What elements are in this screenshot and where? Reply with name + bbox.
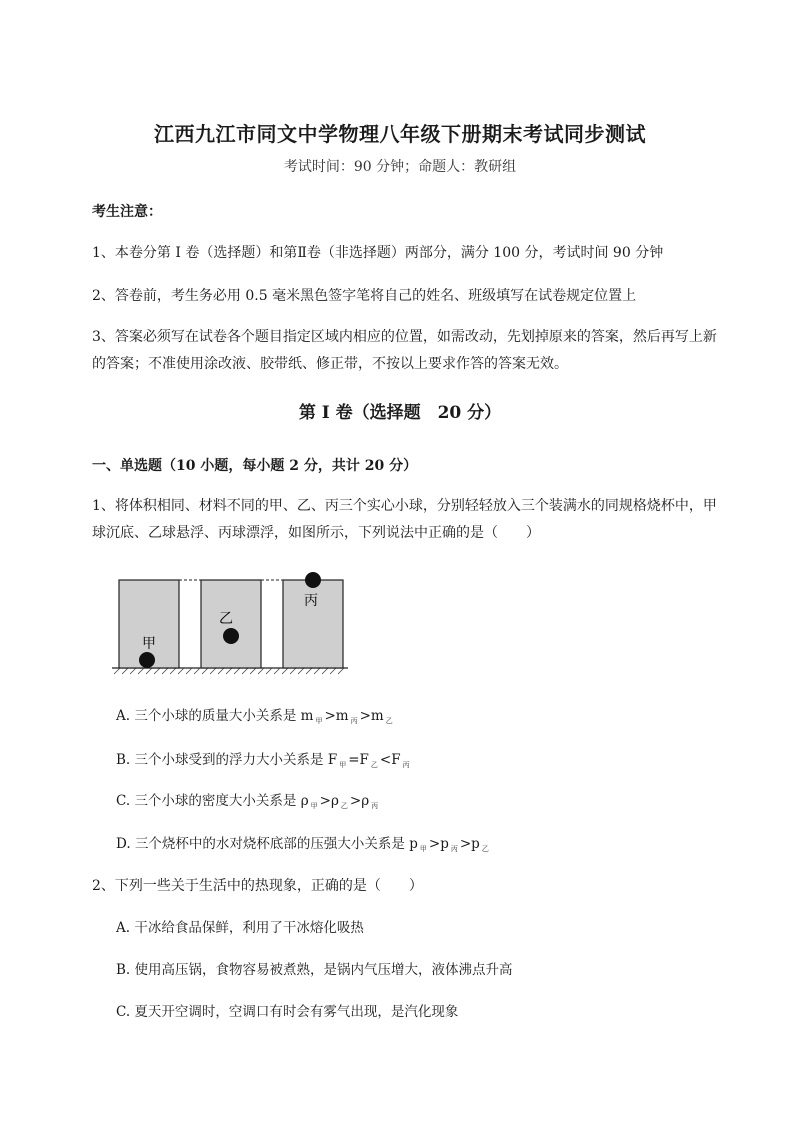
expr-symbol: m bbox=[370, 708, 384, 724]
notice-item-3: 3、答案必须写在试卷各个题目指定区域内相应的位置，如需改动，先划掉原来的答案，然后再写上新的答案；不准使用涂改液、胶带纸、修正带，不按以上要求作答的答案无效。 bbox=[92, 329, 717, 372]
expr-operator: < bbox=[379, 752, 392, 768]
expr-subscript: 甲 bbox=[310, 802, 318, 810]
expr-symbol: p bbox=[440, 836, 449, 852]
expr-subscript: 甲 bbox=[315, 717, 323, 725]
expr-operator: > bbox=[349, 793, 362, 809]
q1-option-d[interactable]: D. 三个烧杯中的水对烧杯底部的压强大小关系是 p $_甲$ >p $_丙$ >p $_乙$ bbox=[116, 836, 489, 853]
expr-operator: > bbox=[319, 793, 331, 809]
expr-symbol: ρ bbox=[330, 793, 339, 809]
expr-subscript: 甲 bbox=[339, 761, 347, 769]
section-title: 第 I 卷（选择题 20 分） bbox=[298, 403, 502, 423]
expr-operator: > bbox=[359, 708, 371, 724]
expr-symbol: F bbox=[327, 752, 338, 768]
ball-jia bbox=[139, 652, 155, 668]
expr-subscript: 丙 bbox=[350, 717, 358, 725]
expr-symbol: ρ bbox=[361, 793, 370, 809]
part-heading: 一、单选题（10 小题，每小题 2 分，共计 20 分） bbox=[92, 458, 418, 474]
q1-option-c[interactable]: C. 三个小球的密度大小关系是 ρ $_甲$ >ρ $_乙$ >ρ $_丙$ bbox=[116, 793, 379, 810]
relation-expression bbox=[409, 836, 491, 852]
notice-heading: 考生注意： bbox=[92, 204, 162, 220]
expr-symbol: m bbox=[335, 708, 349, 724]
expr-subscript: 丙 bbox=[371, 802, 379, 810]
notice-item-2: 2、答卷前，考生务必用 0.5 毫米黑色签字笔将自己的姓名、班级填写在试卷规定位置上 bbox=[92, 288, 637, 304]
expr-symbol: ρ bbox=[300, 793, 309, 809]
label-jia: 甲 bbox=[142, 636, 156, 652]
expr-symbol: p bbox=[471, 836, 480, 852]
expr-symbol: F bbox=[391, 752, 401, 768]
label-bing: 丙 bbox=[304, 593, 318, 609]
beaker-figure bbox=[112, 568, 352, 678]
expr-subscript: 乙 bbox=[481, 845, 489, 853]
q2-option-a[interactable]: A. 干冰给食品保鲜，利用了干冰熔化吸热 bbox=[116, 920, 364, 936]
expr-symbol: F bbox=[359, 752, 369, 768]
relation-expression bbox=[301, 708, 395, 724]
q2-option-b[interactable]: B. 使用高压锅，食物容易被煮熟，是锅内气压增大，液体沸点升高 bbox=[116, 962, 513, 978]
ball-yi bbox=[223, 628, 239, 644]
relation-expression bbox=[328, 752, 412, 768]
question-2-stem: 2、下列一些关于生活中的热现象，正确的是（ ） bbox=[92, 878, 423, 894]
expr-operator: > bbox=[459, 836, 472, 852]
ball-bing bbox=[305, 572, 321, 588]
expr-subscript: 甲 bbox=[419, 845, 427, 853]
expr-symbol: m bbox=[300, 708, 314, 724]
expr-symbol: p bbox=[409, 836, 418, 852]
expr-operator: = bbox=[348, 752, 360, 768]
relation-expression bbox=[301, 793, 380, 809]
q2-option-c[interactable]: C. 夏天开空调时，空调口有时会有雾气出现，是汽化现象 bbox=[116, 1004, 459, 1020]
expr-subscript: 乙 bbox=[385, 717, 393, 725]
exam-info: 考试时间：90 分钟；命题人：教研组 bbox=[283, 159, 517, 175]
expr-subscript: 乙 bbox=[340, 802, 348, 810]
expr-subscript: 乙 bbox=[370, 761, 378, 769]
expr-subscript: 丙 bbox=[450, 845, 458, 853]
label-yi: 乙 bbox=[219, 611, 233, 627]
notice-item-1: 1、本卷分第 I 卷（选择题）和第Ⅱ卷（非选择题）两部分，满分 100 分，考试时间 90 分钟 bbox=[92, 245, 664, 261]
expr-operator: > bbox=[428, 836, 441, 852]
expr-subscript: 丙 bbox=[402, 761, 410, 769]
ground-hatch bbox=[114, 668, 344, 674]
expr-operator: > bbox=[324, 708, 336, 724]
q1-option-b[interactable]: B. 三个小球受到的浮力大小关系是 F $_甲$ =F $_乙$ <F $_丙$ bbox=[116, 752, 410, 769]
page-title: 江西九江市同文中学物理八年级下册期末考试同步测试 bbox=[154, 122, 646, 146]
q1-option-a[interactable]: A. 三个小球的质量大小关系是 m $_甲$ >m $_丙$ >m $_乙$ bbox=[116, 708, 393, 725]
question-1-stem: 1、将体积相同、材料不同的甲、乙、丙三个实心小球，分别轻轻放入三个装满水的同规格烧杯中，甲球沉底、乙球悬浮、丙球漂浮，如图所示，下列说法中正确的是（ ） bbox=[92, 498, 717, 541]
